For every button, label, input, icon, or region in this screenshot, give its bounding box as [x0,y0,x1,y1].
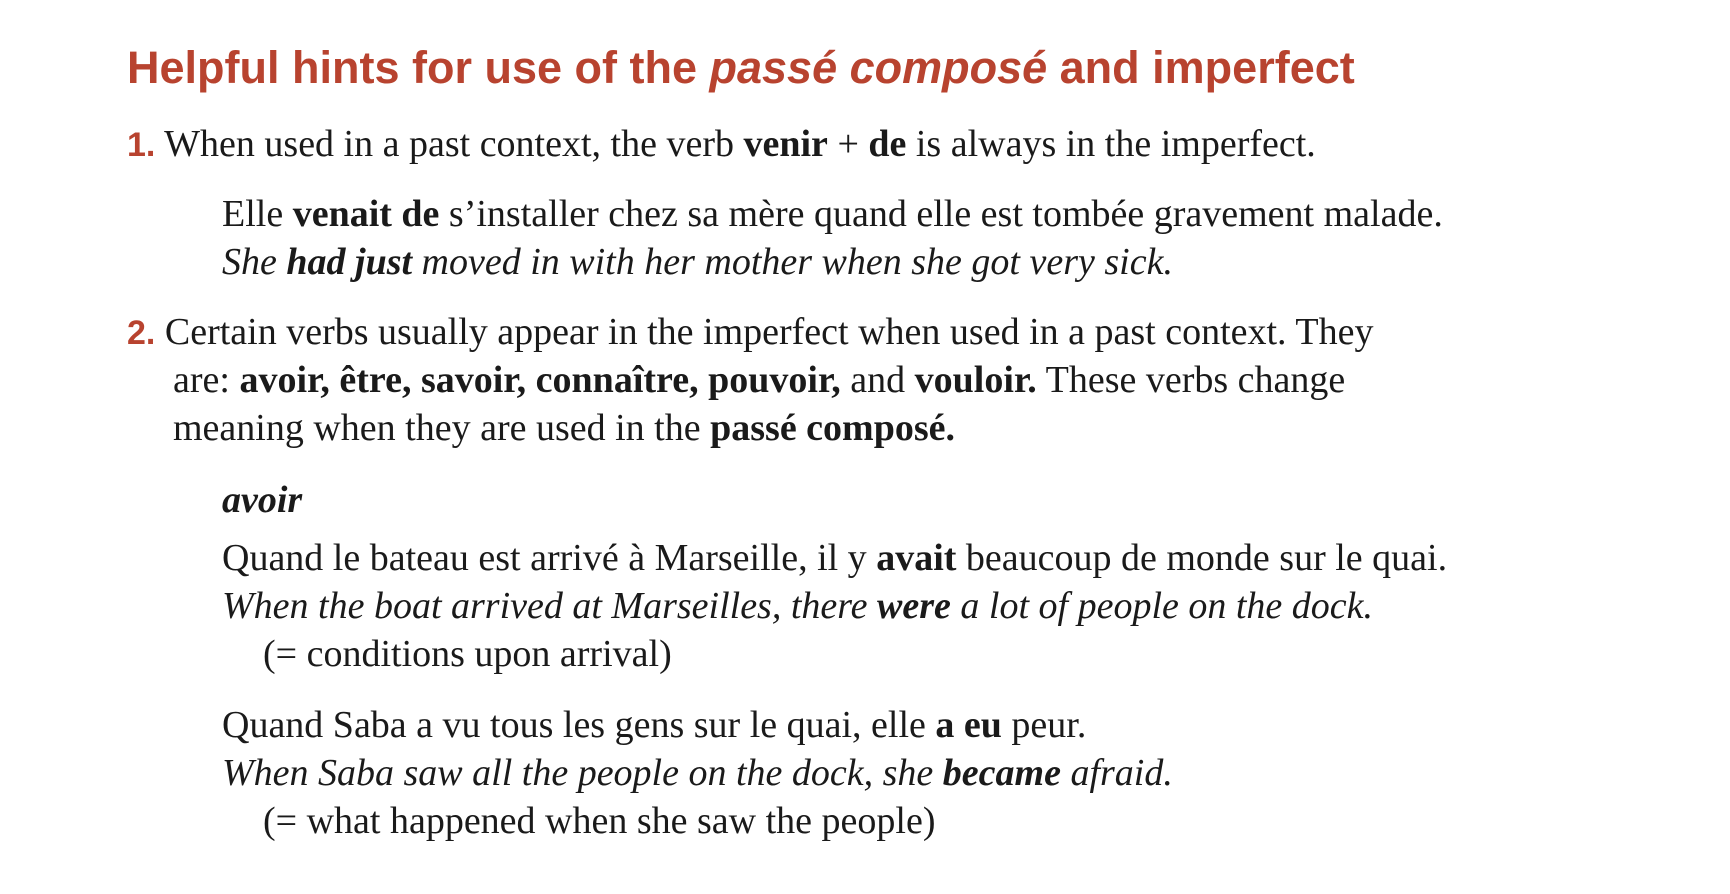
hint-2-line-2-a: are: [173,359,240,401]
title-text-before: Helpful hints for use of the [127,42,710,93]
hint-1-example-french [222,191,1443,237]
avoir-example-2-english-bold: became [942,752,1061,794]
hint-1-example-english-b: moved in with her mother when she got very sick. [412,241,1173,283]
avoir-example-2-french-bold: a eu [935,704,1002,746]
hint-2-subheading: avoir [222,479,303,521]
avoir-example-1-french-bold: avait [876,537,957,579]
avoir-example-2-french [222,702,1086,748]
title-text-after: and imperfect [1047,42,1355,93]
hint-1-statement [127,121,1316,168]
avoir-example-2-english-a: When Saba saw all the people on the dock, she [222,752,943,794]
title-text-italic: passé composé [709,42,1048,93]
hint-2-line-3-a: meaning when they are used in the [173,407,711,449]
hint-1-text-b: + [827,123,869,165]
hint-1-number: 1. [127,126,156,164]
hint-1-text-c: is always in the imperfect. [906,123,1316,165]
avoir-example-2-note: (= what happened when she saw the people) [263,800,936,842]
avoir-example-2-english-b: afraid. [1060,752,1173,794]
hint-2-number: 2. [127,314,156,352]
hint-2-verb-list: avoir, être, savoir, connaître, pouvoir, [239,359,841,401]
hint-1-bold-venir: venir [743,123,828,165]
hint-2-line-2-b: and [840,359,915,401]
page-title [127,40,1355,96]
avoir-example-2-english [222,750,1173,796]
hint-2-verb-vouloir: vouloir. [914,359,1037,401]
avoir-example-1-french-a: Quand le bateau est arrivé à Marseille, il y [222,537,877,579]
hint-2-line-3 [173,405,955,451]
hint-1-text-a: When used in a past context, the verb [155,123,744,165]
hint-1-example-french-a: Elle [222,193,293,235]
hint-2-line-1-text: Certain verbs usually appear in the imperfect when used in a past context. They [155,311,1374,353]
hint-2-line-2 [173,357,1345,403]
hint-2-line-3-bold: passé composé. [710,407,955,449]
hint-1-example-french-b: s’installer chez sa mère quand elle est tombée gravement malade. [439,193,1443,235]
avoir-example-1-french-b: beaucoup de monde sur le quai. [956,537,1448,579]
avoir-example-1-english-a: When the boat arrived at Marseilles, there [222,585,878,627]
avoir-example-1-english [222,583,1373,629]
hint-1-example-english-a: She [222,241,287,283]
hint-2-line-2-c: These verbs change [1036,359,1346,401]
hint-1-example-french-bold: venait de [292,193,440,235]
hint-1-bold-de: de [868,123,907,165]
avoir-example-1-english-b: a lot of people on the dock. [950,585,1374,627]
avoir-example-1-note: (= conditions upon arrival) [263,633,672,675]
hint-2-line-1 [127,309,1373,356]
hint-1-example-english [222,239,1173,285]
avoir-example-1-english-bold: were [877,585,951,627]
hint-1-example-english-bold: had just [286,241,413,283]
avoir-example-1-french [222,535,1447,581]
avoir-example-2-french-b: peur. [1001,704,1087,746]
avoir-example-2-french-a: Quand Saba a vu tous les gens sur le quai, elle [222,704,936,746]
